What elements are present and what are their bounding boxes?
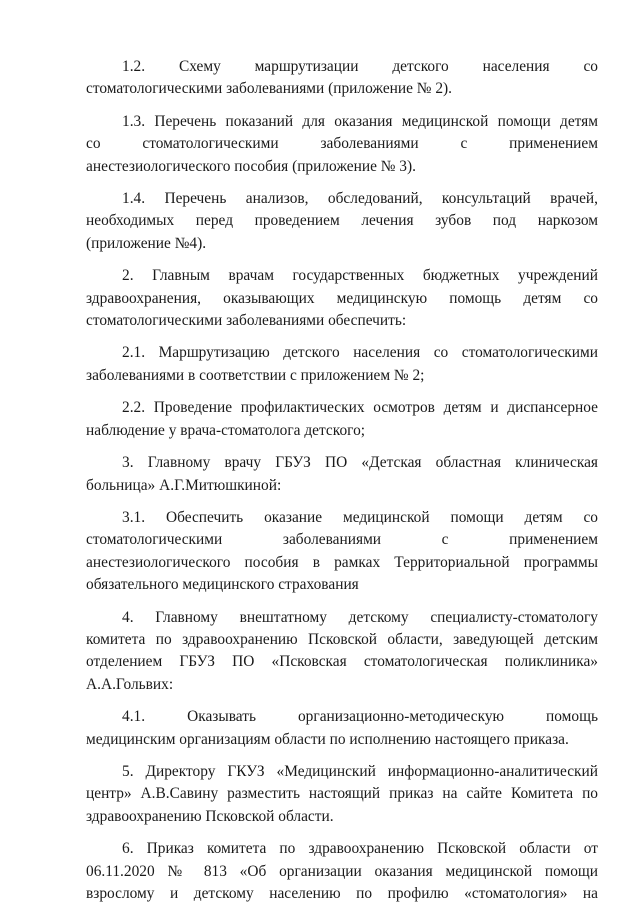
text-line: 06.11.2020 № 813 «Об организации оказания медицинской помощи [86, 862, 598, 880]
paragraph-2-1 [86, 342, 598, 387]
paragraph-5 [86, 761, 598, 828]
text-line: взрослому и детскому населению по профилю «стоматология» на [86, 885, 598, 902]
text-line: анестезиологического пособия (приложение № 3). [86, 157, 416, 175]
text-line: наблюдение у врача-стоматолога детского; [86, 421, 366, 439]
text-line: 1.4. Перечень анализов, обследований, консультаций врачей, [122, 190, 598, 208]
text-line: больница» А.Г.Митюшкиной: [86, 476, 282, 494]
text-line: А.А.Гольвих: [86, 675, 174, 693]
paragraph-1-4 [86, 188, 598, 255]
text-line: анестезиологического пособия в рамках Территориальной программы [86, 553, 598, 571]
text-line: обязательного медицинского страхования [86, 576, 359, 594]
text-line: со стоматологическими заболеваниями с применением [86, 135, 598, 153]
paragraph-2 [86, 265, 598, 332]
text-line: центр» А.В.Савину разместить настоящий приказ на сайте Комитета по [86, 785, 598, 803]
text-line: стоматологическими заболеваниями обеспечить: [86, 312, 407, 330]
text-line: здравоохранения, оказывающих медицинскую помощь детям со [86, 289, 598, 307]
paragraph-2-2 [86, 397, 598, 442]
text-line: 2. Главным врачам государственных бюджетных учреждений [122, 267, 598, 285]
text-line: 6. Приказ комитета по здравоохранению Псковской области от [122, 840, 598, 858]
text-line: 5. Директору ГКУЗ «Медицинский информационно-аналитический [122, 762, 598, 780]
text-line: (приложение №4). [86, 234, 207, 252]
paragraph-6 [86, 838, 598, 905]
text-line: заболеваниями в соответствии с приложением № 2; [86, 366, 425, 384]
text-line: 3. Главному врачу ГБУЗ ПО «Детская областная клиническая [122, 454, 598, 472]
text-line: 1.3. Перечень показаний для оказания медицинской помощи детям [122, 112, 598, 130]
text-line: медицинским организациям области по исполнению настоящего приказа. [86, 730, 569, 748]
text-line: 1.2. Схему маршрутизации детского населения со [122, 58, 598, 75]
paragraph-4 [86, 607, 598, 697]
text-line: 3.1. Обеспечить оказание медицинской помощи детям со [122, 508, 598, 526]
text-line: 4.1. Оказывать организационно-методическую помощь [122, 708, 598, 726]
document-page [86, 56, 598, 905]
text-line: комитета по здравоохранению Псковской области, заведующей детским [86, 630, 598, 648]
paragraph-3 [86, 452, 598, 497]
text-line: здравоохранению Псковской области. [86, 807, 334, 825]
text-line: необходимых перед проведением лечения зубов под наркозом [86, 212, 598, 230]
text-line: 2.1. Маршрутизацию детского населения со стоматологическими [122, 344, 598, 362]
paragraph-3-1 [86, 507, 598, 597]
text-line: стоматологическими заболеваниями с применением [86, 531, 598, 549]
text-line: стоматологическими заболеваниями (приложение № 2). [86, 80, 452, 98]
paragraph-1-3 [86, 111, 598, 178]
text-line: отделением ГБУЗ ПО «Псковская стоматологическая поликлиника» [86, 653, 598, 671]
paragraph-1-2 [86, 56, 598, 101]
text-line: 2.2. Проведение профилактических осмотров детям и диспансерное [122, 399, 598, 417]
text-line: 4. Главному внештатному детскому специалисту-стоматологу [122, 608, 598, 626]
paragraph-4-1 [86, 706, 598, 751]
